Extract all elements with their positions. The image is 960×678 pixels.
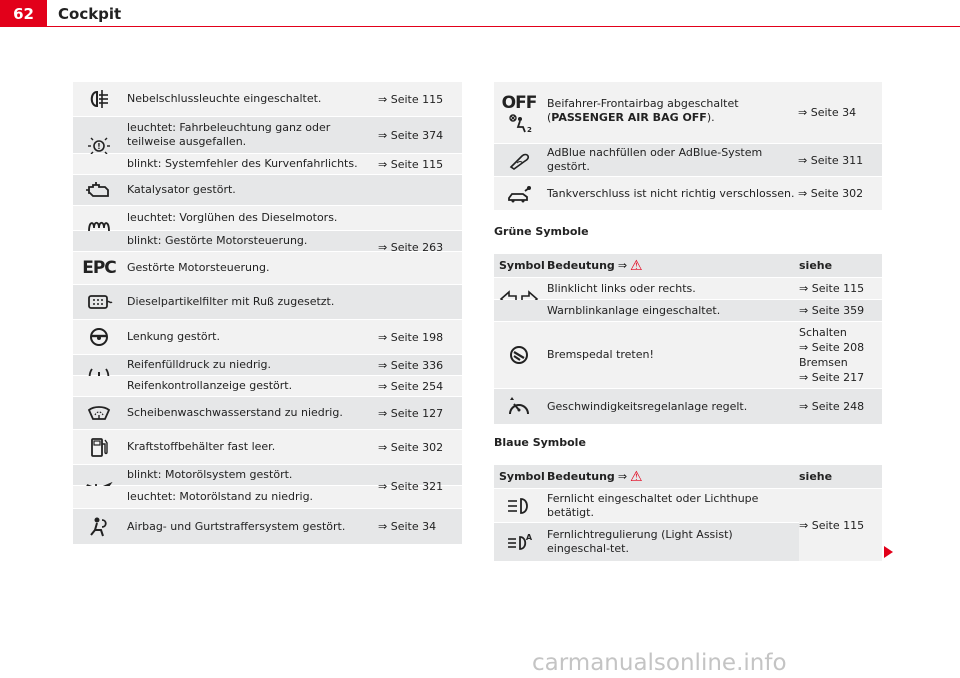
table-cell-desc: Katalysator gestört. bbox=[127, 183, 236, 196]
table-row bbox=[494, 389, 882, 424]
table-cell-desc: AdBlue nachfüllen oder AdBlue-System gestört. bbox=[547, 146, 763, 173]
off-label: OFF bbox=[501, 92, 537, 113]
ref-line: Bremsen bbox=[799, 356, 848, 369]
meaning-label: Bedeutung bbox=[547, 259, 615, 272]
airbag-icon bbox=[73, 509, 125, 544]
page-reference-block bbox=[799, 325, 882, 385]
arrow-symbol: ⇒ bbox=[617, 259, 628, 272]
svg-text:A: A bbox=[525, 533, 533, 542]
column-header-see: siehe bbox=[799, 259, 833, 272]
page-reference: ⇒ Seite 115 bbox=[378, 157, 444, 171]
table-cell-desc: Warnblinkanlage eingeschaltet. bbox=[547, 303, 721, 317]
passenger-airbag-label: PASSENGER AIR BAG OFF bbox=[551, 111, 707, 124]
table-cell-desc: Nebelschlussleuchte eingeschaltet. bbox=[127, 92, 322, 105]
fuel-cap-icon bbox=[494, 177, 544, 210]
table-cell-desc: Bremspedal treten! bbox=[547, 348, 654, 361]
ref-line: ⇒ Seite 217 bbox=[799, 371, 865, 384]
table-cell-desc: Gestörte Motorsteuerung. bbox=[127, 261, 270, 274]
passenger-airbag-off-icon bbox=[494, 82, 544, 143]
particle-filter-icon bbox=[73, 285, 125, 319]
column-header-symbol: Symbol bbox=[499, 470, 545, 483]
blue-symbol-table bbox=[494, 465, 882, 561]
next-page-arrow-icon[interactable] bbox=[884, 546, 893, 558]
table-row bbox=[494, 322, 882, 388]
page-reference: ⇒ Seite 115 bbox=[799, 489, 882, 561]
fog-rear-light-icon bbox=[73, 82, 125, 116]
table-cell-desc bbox=[547, 82, 795, 143]
table-cell-desc: Lenkung gestört. bbox=[127, 330, 220, 343]
table-row bbox=[73, 320, 462, 354]
page-reference: ⇒ Seite 321 bbox=[378, 480, 444, 493]
column-header-see: siehe bbox=[799, 470, 833, 483]
ref-line: Schalten bbox=[799, 326, 847, 339]
brake-pedal-icon bbox=[494, 322, 544, 388]
page-reference: ⇒ Seite 115 bbox=[378, 92, 444, 106]
warning-icon: ⚠ bbox=[630, 257, 643, 274]
page-title: Cockpit bbox=[58, 5, 122, 23]
page-reference: ⇒ Seite 115 bbox=[799, 282, 865, 295]
table-header bbox=[494, 465, 882, 488]
right-symbol-table bbox=[494, 82, 882, 210]
page-reference: ⇒ Seite 302 bbox=[798, 187, 864, 200]
column-header-meaning bbox=[547, 465, 643, 488]
page-reference: ⇒ Seite 302 bbox=[378, 440, 444, 454]
table-cell-desc: Reifenfülldruck zu niedrig. bbox=[127, 358, 272, 371]
adblue-icon bbox=[494, 144, 544, 176]
header-rule bbox=[47, 26, 960, 27]
warning-icon: ⚠ bbox=[630, 468, 643, 485]
svg-text:2: 2 bbox=[527, 125, 532, 133]
page-reference: ⇒ Seite 34 bbox=[798, 106, 857, 119]
table-cell-desc: Fernlichtregulierung (Light Assist) eingeschal-tet. bbox=[547, 528, 733, 555]
arrow-symbol: ⇒ bbox=[617, 470, 628, 483]
table-cell-desc: blinkt: Motorölsystem gestört. bbox=[127, 468, 293, 481]
table-cell-desc: blinkt: Gestörte Motorsteuerung. bbox=[127, 234, 308, 247]
page-reference: ⇒ Seite 336 bbox=[378, 358, 444, 372]
table-cell-desc: Fernlicht eingeschaltet oder Lichthupe betätigt. bbox=[547, 491, 759, 519]
desc-prefix: Beifahrer-Frontairbag abgeschaltet ( bbox=[547, 97, 739, 124]
engine-icon bbox=[73, 175, 125, 205]
section-title-green: Grüne Symbole bbox=[494, 225, 589, 238]
page-reference: ⇒ Seite 263 bbox=[378, 240, 444, 254]
light-assist-icon bbox=[494, 523, 544, 561]
table-row bbox=[73, 509, 462, 544]
ref-line: ⇒ Seite 208 bbox=[799, 341, 865, 354]
table-cell-desc: leuchtet: Motorölstand zu niedrig. bbox=[127, 490, 314, 503]
fuel-icon bbox=[73, 430, 125, 464]
table-row bbox=[494, 144, 882, 176]
meaning-label: Bedeutung bbox=[547, 470, 615, 483]
left-symbol-table bbox=[73, 82, 462, 544]
page-number: 62 bbox=[0, 0, 47, 27]
table-cell-desc: leuchtet: Fahrbeleuchtung ganz oder teilweise ausgefallen. bbox=[127, 121, 331, 148]
washer-fluid-icon bbox=[73, 397, 125, 429]
table-row bbox=[73, 397, 462, 429]
table-cell-desc: Scheibenwaschwasserstand zu niedrig. bbox=[127, 406, 343, 419]
epc-icon: EPC bbox=[82, 258, 116, 278]
high-beam-icon bbox=[494, 489, 544, 522]
table-cell-desc: Blinklicht links oder rechts. bbox=[547, 281, 696, 295]
page-reference: ⇒ Seite 359 bbox=[799, 304, 865, 317]
table-cell-desc: Tankverschluss ist nicht richtig verschlossen. bbox=[547, 186, 795, 200]
page-reference: ⇒ Seite 311 bbox=[798, 153, 864, 167]
page-reference: ⇒ Seite 374 bbox=[378, 128, 444, 142]
table-cell-desc: blinkt: Systemfehler des Kurvenfahrlichts. bbox=[127, 157, 358, 170]
page-reference: ⇒ Seite 198 bbox=[378, 330, 444, 344]
table-row bbox=[494, 300, 882, 321]
svg-text:!: ! bbox=[97, 141, 101, 151]
table-cell-desc: Airbag- und Gurtstraffersystem gestört. bbox=[127, 519, 346, 533]
table-cell-desc: Reifenkontrollanzeige gestört. bbox=[127, 379, 293, 392]
table-row bbox=[73, 355, 462, 375]
watermark: carmanualsonline.info bbox=[532, 650, 787, 676]
desc-suffix: ). bbox=[706, 111, 715, 124]
steering-icon bbox=[73, 320, 125, 354]
table-row bbox=[494, 177, 882, 210]
table-row bbox=[73, 82, 462, 116]
table-row bbox=[494, 278, 882, 299]
column-header-meaning bbox=[547, 254, 643, 277]
page-reference: ⇒ Seite 127 bbox=[378, 406, 444, 420]
table-cell-desc: Geschwindigkeitsregelanlage regelt. bbox=[547, 399, 748, 413]
table-cell-desc: Dieselpartikelfilter mit Ruß zugesetzt. bbox=[127, 295, 335, 308]
table-row bbox=[73, 117, 462, 153]
cruise-control-icon bbox=[494, 389, 544, 424]
green-symbol-table bbox=[494, 254, 882, 424]
table-cell-desc: Kraftstoffbehälter fast leer. bbox=[127, 440, 276, 453]
table-row bbox=[73, 430, 462, 464]
section-title-blue: Blaue Symbole bbox=[494, 436, 586, 449]
table-row bbox=[494, 82, 882, 143]
column-header-symbol: Symbol bbox=[499, 259, 545, 272]
table-row bbox=[73, 154, 462, 174]
page-reference: ⇒ Seite 248 bbox=[799, 400, 865, 413]
page-reference: ⇒ Seite 34 bbox=[378, 520, 437, 533]
table-header bbox=[494, 254, 882, 277]
page-reference: ⇒ Seite 254 bbox=[378, 379, 444, 393]
table-cell-desc: leuchtet: Vorglühen des Dieselmotors. bbox=[127, 211, 338, 224]
table-row bbox=[73, 376, 462, 396]
